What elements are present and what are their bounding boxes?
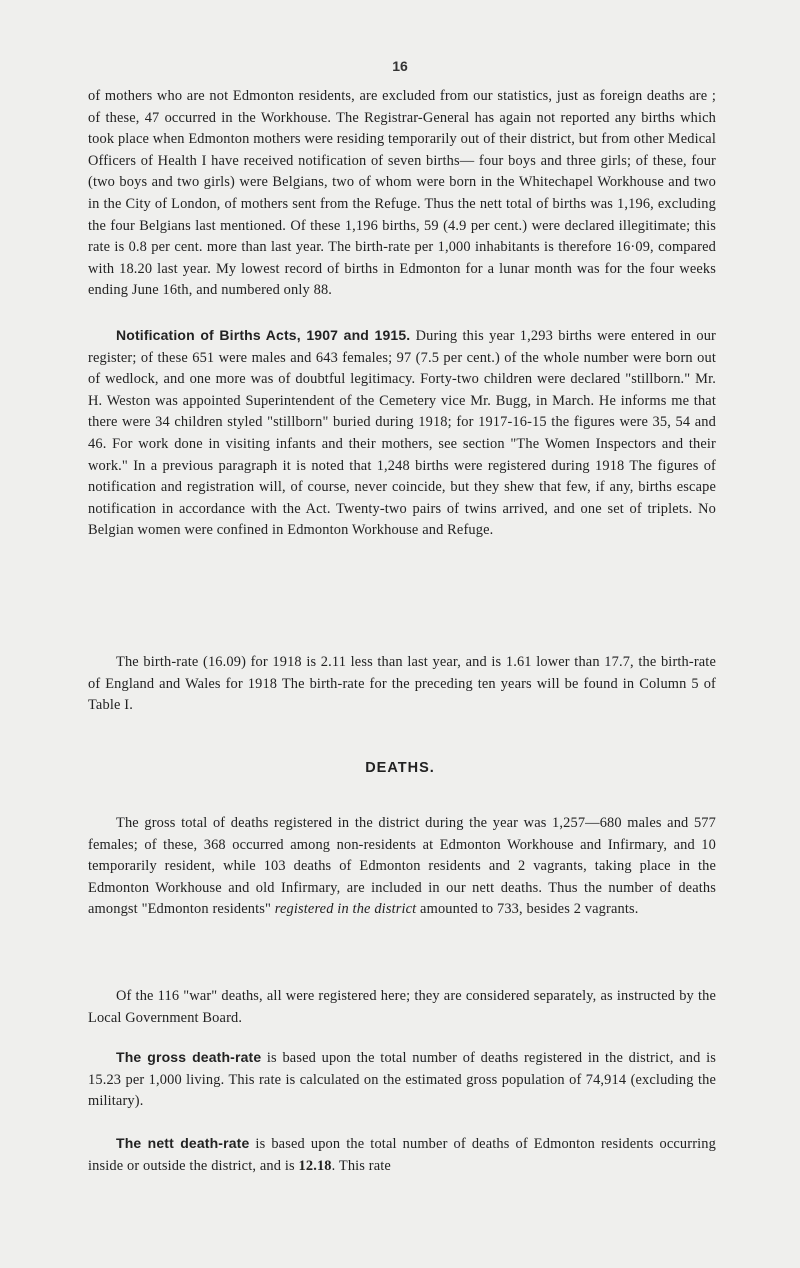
paragraph-mothers-births bbox=[88, 86, 716, 302]
paragraph-gross-death-rate: The gross death-rate is based upon the total number of deaths registered in the district, and is 15.23 per 1,000 living. This rate is calculated on the estimated gross population of 74,914 (excluding the military). bbox=[88, 1049, 716, 1110]
paragraph-gross-deaths: The gross total of deaths registered in the district during the year was 1,257—680 males and 577 females; of these, 368 occurred among non-residents at Edmonton Workhouse and Infirmary, and 10 temporarily resident, while 103 deaths of Edmonton residents and 2 vagrants, taking place in the Edmonton Workhouse and old Infirmary, are included in our nett deaths. Thus the number of deaths amongst "Edmonton residents" registered in the district amounted to 733, besides 2 vagrants. bbox=[88, 815, 716, 918]
section-lead-gross-death-rate: The gross death-rate bbox=[116, 1049, 262, 1065]
paragraph-text: of mothers who are not Edmonton residents, are excluded from our statistics, just as foreign deaths are ; of these, 47 occurred in the Workhouse. The Registrar-General has again not reported any births which took place when Edmonton mothers were residing temporarily out of their district, but from other Medical Officers of Health I have received notification of seven births— four boys and three girls; of these, four (two boys and two girls) were Belgians, two of whom were born in the Whitechapel Workhouse and two in the City of London, of mothers sent from the Refuge. Thus the nett total of births was 1,196, excluding the four Belgians last mentioned. Of these 1,196 births, 59 (4.9 per cent.) were declared illegitimate; this rate is 0.8 per cent. more than last year. The birth-rate per 1,000 inhabitants is therefore 16·09, compared with 18.20 last year. My lowest record of births in Edmonton for a lunar month was for the four weeks ending June 16th, and numbered only 88. bbox=[88, 88, 716, 299]
paragraph-birth-rate bbox=[88, 652, 716, 717]
paragraph-text: During this year 1,293 births were entered in our register; of these 651 were males and 643 females; 97 (7.5 per cent.) of the whole number were born out of wedlock, and one more was of doubtful legitimacy. Forty-two children were declared "stillborn." Mr. H. Weston was appointed Superintendent of the Cemetery vice Mr. Bugg, in March. He informs me that there were 34 children styled "stillborn" buried during 1918; for 1917-16-15 the figures were 35, 54 and 46. For work done in visiting infants and their mothers, see section "The Women Inspectors and their work." In a previous paragraph it is noted that 1,248 births were registered during 1918 The figures of notification and registration will, of course, never coincide, but they shew that few, if any, births escape notification in accordance with the Act. Twenty-two pairs of twins arrived, and one set of triplets. No Belgian women were confined in Edmonton Workhouse and Refuge. bbox=[88, 328, 716, 539]
paragraph-text: The birth-rate (16.09) for 1918 is 2.11 less than last year, and is 1.61 lower than 17.7, the birth-rate of England and Wales for 1918 The birth-rate for the preceding ten years will be found in Column 5 of Table I. bbox=[88, 654, 716, 714]
paragraph-text: Of the 116 "war" deaths, all were registered here; they are considered separately, as instructed by the Local Government Board. bbox=[88, 988, 716, 1026]
paragraph-nett-death-rate: The nett death-rate is based upon the total number of deaths of Edmonton residents occurring inside or outside the district, and is 12.18. This rate bbox=[88, 1135, 716, 1174]
section-heading-deaths: DEATHS. bbox=[365, 760, 435, 776]
section-lead-notification: Notification of Births Acts, 1907 and 1915. bbox=[116, 327, 411, 343]
section-lead-nett-death-rate: The nett death-rate bbox=[116, 1135, 250, 1151]
italic-emphasis: registered in the district bbox=[274, 901, 417, 918]
page-number: 16 bbox=[392, 58, 408, 74]
nett-death-rate-value: 12.18 bbox=[298, 1157, 332, 1174]
paragraph-war-deaths bbox=[88, 986, 716, 1029]
paragraph-notification-acts bbox=[88, 325, 716, 542]
